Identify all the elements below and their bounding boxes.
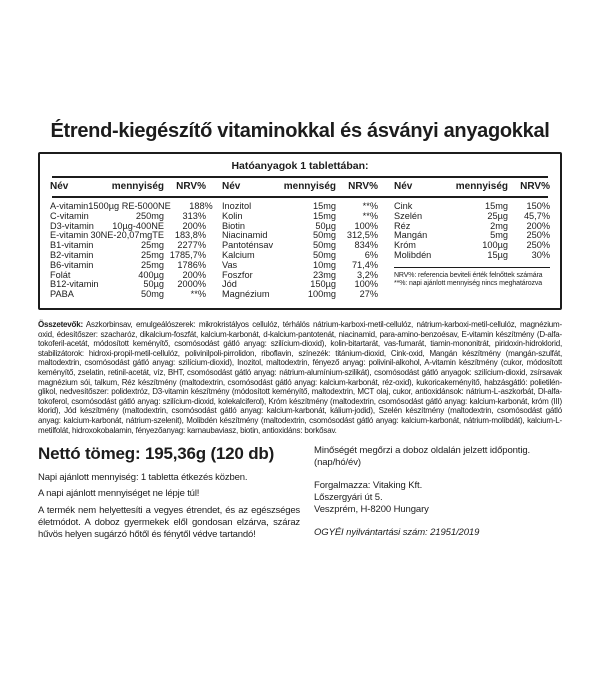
registration-number: OGYÉI nyilvántartási szám: 21951/2019 <box>314 527 480 539</box>
header-group-2 <box>222 179 378 194</box>
nutrient-nrv: 250% <box>526 240 550 251</box>
header-name: Név <box>50 181 69 192</box>
best-before-line: Minőségét megőrzi a doboz oldalán jelzett időpontig. <box>314 445 531 457</box>
nutrient-name: Magnézium <box>222 289 270 300</box>
header-quantity: mennyiség <box>283 181 336 192</box>
header-cells <box>50 179 206 194</box>
table-footnotes <box>394 267 550 289</box>
nutrient-name: Króm <box>394 240 416 251</box>
nutrient-name: Réz <box>394 220 411 231</box>
nutrient-nrv: **% <box>190 289 206 300</box>
nutrient-name: Biotin <box>222 220 245 231</box>
nutrient-quantity: 100mg <box>307 289 336 300</box>
nutrient-name: Szelén <box>394 210 423 221</box>
nutrient-quantity: 100µg <box>482 240 508 251</box>
footnote-asterisk: **%: napi ajánlott mennyiség nincs meghatározva <box>394 280 543 288</box>
header-cells <box>394 179 550 194</box>
nutrient-nrv: 150% <box>526 201 550 211</box>
nutrient-quantity: 2mg <box>490 220 508 231</box>
page-title: Étrend-kiegészítő vitaminokkal és ásványi anyagokkal <box>50 120 550 142</box>
nutrient-quantity: 50mg <box>313 230 336 241</box>
nutrient-name: Kolin <box>222 210 243 221</box>
storage-text: A termék nem helyettesíti a vegyes étrendet, és az egészséges életmódot. A doboz gyermekek elől gondosan elzárva, száraz hűvös helyen sugárzó hőtől és fénytől védve tartandó! <box>38 504 300 541</box>
nutrient-quantity: 25mg <box>141 240 164 251</box>
nutrient-name: A-vitamin <box>50 201 89 211</box>
distributor-city: Veszprém, H-8200 Hungary <box>314 504 429 516</box>
nutrient-nrv: 3,2% <box>357 269 378 280</box>
header-nrv: NRV% <box>348 181 378 192</box>
nutrient-nrv: 30% <box>531 249 550 260</box>
nutrient-table <box>38 152 562 310</box>
table-header-row <box>50 178 550 196</box>
nutrient-name: Jód <box>222 279 237 290</box>
nutrient-quantity: 23mg <box>313 269 336 280</box>
nutrient-quantity: 10mg <box>313 259 336 270</box>
nutrient-rows <box>394 202 550 261</box>
nutrient-name: D3-vitamin <box>50 220 94 231</box>
nutrient-quantity: 250mg <box>135 210 164 221</box>
nutrient-column-group-2 <box>222 202 378 300</box>
distributor-street: Lőszergyári út 5. <box>314 492 383 504</box>
nutrient-name: E-vitamin <box>50 230 89 241</box>
nutrient-quantity: 15mg <box>485 201 508 211</box>
nutrient-quantity: 25µg <box>487 210 508 221</box>
nutrient-nrv: 100% <box>354 220 378 231</box>
table-row <box>222 290 378 300</box>
nutrient-nrv: 2000% <box>177 279 206 290</box>
best-before-format: (nap/hó/év) <box>314 457 361 469</box>
nutrient-quantity: 50mg <box>313 249 336 260</box>
nutrient-quantity: 15µg <box>487 249 508 260</box>
nutrient-nrv: 183,8% <box>174 230 206 241</box>
nutrient-name: Cink <box>394 201 413 211</box>
nutrient-quantity: 50mg <box>141 289 164 300</box>
nutrient-quantity: 5mg <box>490 230 508 241</box>
nutrient-quantity: 400µg <box>138 269 164 280</box>
nutrient-nrv: 45,7% <box>523 210 550 221</box>
nutrient-name: PABA <box>50 289 74 300</box>
nutrient-name: Niacinamid <box>222 230 268 241</box>
nutrient-name: Folát <box>50 269 71 280</box>
nutrient-nrv: 312,5% <box>346 230 378 241</box>
nutrient-quantity: 150µg <box>310 279 336 290</box>
header-group-1 <box>50 179 206 194</box>
nutrient-quantity: 15mg <box>313 201 336 211</box>
nutrient-nrv: 250% <box>526 230 550 241</box>
header-quantity: mennyiség <box>111 181 164 192</box>
usage-column <box>38 444 300 541</box>
table-title: Hatóanyagok 1 tablettában: <box>231 160 369 172</box>
nutrient-nrv: 1786% <box>177 259 206 270</box>
nutrient-quantity: 50mg <box>313 240 336 251</box>
nutrient-nrv: 188% <box>189 201 213 211</box>
nutrient-quantity: 50µg <box>143 279 164 290</box>
nutrient-name: Molibdén <box>394 249 432 260</box>
header-name: Név <box>394 181 413 192</box>
nutrient-name: B2-vitamin <box>50 249 94 260</box>
nutrient-name: Kalcium <box>222 249 255 260</box>
footnote-nrv: NRV%: referencia beviteli érték felnőttek számára <box>394 271 543 279</box>
table-body <box>50 202 550 300</box>
nutrient-name: Vas <box>222 259 238 270</box>
nutrient-nrv: 313% <box>182 210 206 221</box>
header-group-3 <box>394 179 550 194</box>
header-nrv: NRV% <box>176 181 206 192</box>
ingredients-label: Összetevők: <box>38 319 83 329</box>
nutrient-name: B1-vitamin <box>50 240 94 251</box>
warning-line: A napi ajánlott mennyiséget ne lépje túl! <box>38 487 200 499</box>
nutrient-quantity: 50µg <box>315 220 336 231</box>
nutrient-nrv: 834% <box>354 240 378 251</box>
nutrient-nrv: **% <box>362 210 378 221</box>
nutrient-name: Mangán <box>394 230 428 241</box>
table-row <box>394 251 550 261</box>
nutrient-nrv: 100% <box>354 279 378 290</box>
distributor-name: Forgalmazza: Vitaking Kft. <box>314 480 423 492</box>
nutrient-nrv: 2277% <box>177 240 206 251</box>
best-before-block <box>314 445 562 469</box>
ingredients-text: Aszkorbinsav, emulgeálószerek: mikrokristályos cellulóz, térhálós nátrium-karboxi-metil-cellulóz, nátrium-karboxi-metil-cellulóz, magnézium-oxid, édesítőszer: szacharóz, dikalcium-foszfát, kalcium-karbonát, d-kalcium-pantotenát, niacinamid, para-amino-benzoésav, E-vitamin készítmény (D-alfa-tokoferil-acetát, módosított keményítő, csomósodást gátló anyag: szilícium-dioxid), kolin-bitartarát, vas-fumarát, tiamin-mononitrát, piridoxin-hidroklorid, stabilizátorok: hidroxi-propil-metil-cellulóz, polivinilpoli-pirrolidon, riboflavin, színezék: titánium-dioxid, Cink-oxid, Mangán készítmény (mangán-szulfát, maltodextrin, csomósodást gátló anyag: szilícium-dioxid), Inozitol, maltodextrin, fényező anyag: polivinil-alkohol, A-vitamin készítmény (cukor, módosított keményítő, zselatin, retinil-acetát, víz, BHT, csomósodást gátló anyag: nátrium-alumínium-szilikát), csomósodást gátló anyagok: szilícium-dioxid, zsírsavak magnézium sói, talkum, Réz készítmény (maltodextrin, csomósodást gátló anyag: kalcium-karbonát, réz-oxid), kukoricakeményítő, habzásgátló: polietilén-glikol, nedvesítőszer: polidextróz, D3-vitamin készítmény (módosított keményítő, maltodextrin, MCT olaj, cukor, antioxidánsok: nátrium-L-aszkorbát, Dl-alfa-tokoferol, csomósodást gátló anyag: szilícium-dioxid, kolekalciferol), Króm készítmény (maltodextrin, csomósodást gátló anyag: kalcium-karbonát, króm (III) klorid), Jód készítmény (maltodextrin, csomósodást gátló anyag: kalcium-karbonát, kálium-jodid), Szelén készítmény (maltodextrin, csomósodást gátló anyag: kalcium-karbonát, nátrium-szelenit), Molibdén készítmény (maltodextrin, csomósodást gátló anyag: kalcium-karbonát, nátrium-molibdát), kalcium-L-metilfolát, hidroxokobalamin, fényezőanyag: karnaubaviasz, biotin, antioxidáns: borkősav. <box>38 319 562 435</box>
header-quantity: mennyiség <box>455 181 508 192</box>
info-column <box>314 444 562 541</box>
nutrient-nrv: 6% <box>364 249 378 260</box>
divider-line <box>52 196 548 198</box>
distributor-block <box>314 480 562 516</box>
nutrient-nrv: 1785,7% <box>169 249 206 260</box>
nutrient-nrv: 200% <box>526 220 550 231</box>
nutrient-name: B6-vitamin <box>50 259 94 270</box>
nutrient-nrv: 200% <box>182 269 206 280</box>
ingredients-paragraph <box>38 320 562 435</box>
nutrient-name: Pantoténsav <box>222 240 274 251</box>
nutrient-nrv: 200% <box>182 220 206 231</box>
nutrient-quantity: 25mg <box>141 249 164 260</box>
nutrient-nrv: 27% <box>359 289 378 300</box>
bottom-section <box>38 444 562 541</box>
nutrient-name: Inozitol <box>222 201 252 211</box>
nutrient-nrv: **% <box>362 201 378 211</box>
dose-line: Napi ajánlott mennyiség: 1 tabletta étkezés közben. <box>38 472 248 484</box>
nutrient-quantity: 10µg-400NE <box>112 220 164 231</box>
table-row <box>50 290 206 300</box>
nutrient-quantity: 25mg <box>141 259 164 270</box>
header-cells <box>222 179 378 194</box>
header-nrv: NRV% <box>520 181 550 192</box>
nutrient-quantity: 30NE-20,07mgTE <box>90 230 164 241</box>
nutrient-quantity: 15mg <box>313 210 336 221</box>
net-weight: Nettó tömeg: 195,36g (120 db) <box>38 444 275 464</box>
nutrient-name: C-vitamin <box>50 210 89 221</box>
nutrient-column-group-1 <box>50 201 213 300</box>
nutrient-column-group-3 <box>394 202 550 300</box>
nutrient-name: Foszfor <box>222 269 253 280</box>
nutrient-name: B12-vitamin <box>50 279 99 290</box>
nutrient-quantity: 1500µg RE-5000NE <box>88 201 171 211</box>
table-row <box>222 202 378 212</box>
nutrient-nrv: 71,4% <box>351 259 378 270</box>
header-name: Név <box>222 181 241 192</box>
